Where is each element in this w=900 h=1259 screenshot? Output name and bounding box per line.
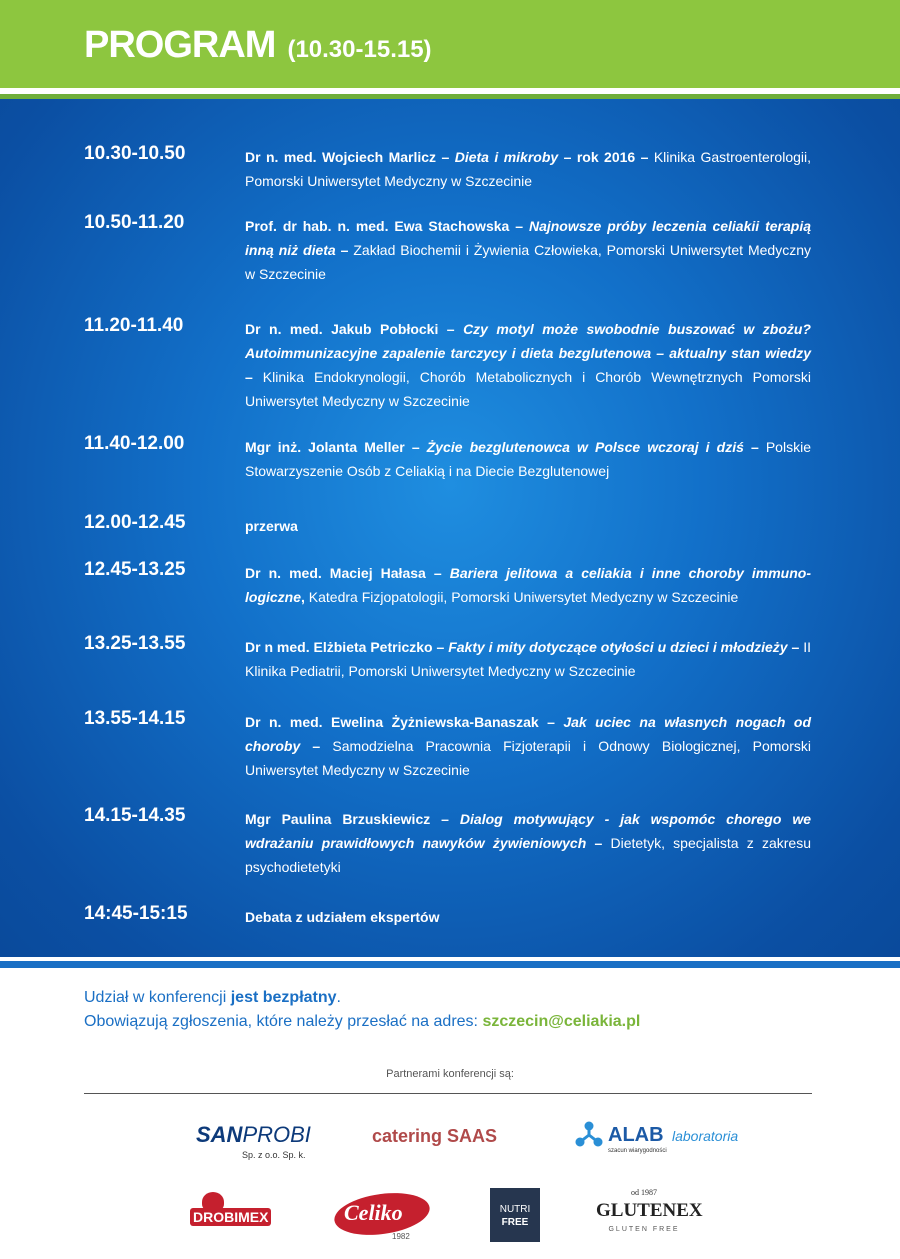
separator: – bbox=[586, 835, 611, 851]
speaker-name: Dr n. med. Maciej Hałasa bbox=[245, 565, 426, 581]
nutrifree-a: NUTRI bbox=[499, 1204, 531, 1215]
drobimex-logo bbox=[190, 1192, 290, 1240]
glutenex-sub: GLUTEN FREE bbox=[608, 1226, 680, 1233]
program-description bbox=[245, 710, 811, 782]
program-time: 13.55-14.15 bbox=[84, 708, 186, 729]
partners-divider bbox=[84, 1093, 812, 1094]
speaker-name: Dr n med. Elżbieta Petriczko bbox=[245, 639, 433, 655]
program-time: 14.15-14.35 bbox=[84, 805, 186, 826]
sanprobi-a: SAN bbox=[196, 1122, 243, 1147]
separator: – bbox=[300, 738, 333, 754]
registration-info bbox=[84, 986, 640, 1034]
affiliation: Dietetyk, specjalista z zakresu psychodietetyki bbox=[245, 835, 811, 875]
talk-title: Fakty i mity dotyczące otyłości u dzieci i młodzieży bbox=[448, 639, 788, 655]
program-time: 11.40-12.00 bbox=[84, 433, 185, 454]
program-description bbox=[245, 145, 811, 193]
partners-label: Partnerami konferencji są: bbox=[386, 1068, 514, 1080]
program-description bbox=[245, 905, 811, 929]
program-time: 11.20-11.40 bbox=[84, 315, 184, 336]
speaker-name: przerwa bbox=[245, 518, 298, 534]
separator: – bbox=[538, 714, 564, 730]
separator: , bbox=[301, 589, 309, 605]
separator: – bbox=[432, 639, 449, 655]
alab-sub: laboratoria bbox=[672, 1128, 739, 1144]
speaker-name: Debata z udziałem ekspertów bbox=[245, 909, 440, 925]
talk-title: Dialog motywujący - jak wspomóc chorego we wdrażaniu prawidłowych nawyków żywieniowych bbox=[245, 811, 811, 851]
program-time: 12.45-13.25 bbox=[84, 559, 186, 580]
alab-name: ALAB bbox=[608, 1124, 664, 1146]
separator: – bbox=[245, 369, 263, 385]
affiliation: Klinika Endokrynologii, Chorób Metabolicznych i Chorób Wewnętrznych Pomorski Uniwersytet Medyczny w Szczecinie bbox=[245, 369, 811, 409]
title-time-range: (10.30-15.15) bbox=[287, 36, 432, 63]
sanprobi-b: PROBI bbox=[242, 1122, 311, 1147]
program-time: 14:45-15:15 bbox=[84, 903, 188, 924]
separator: – bbox=[404, 439, 427, 455]
affiliation: Polskie Stowarzyszenie Osób z Celiakią i na Diecie Bezglutenowej bbox=[245, 439, 811, 479]
speaker-name: Mgr inż. Jolanta Meller bbox=[245, 439, 405, 455]
separator: – bbox=[430, 811, 460, 827]
affiliation: Klinika Gastroenterologii, Pomorski Uniwersytet Medyczny w Szczecinie bbox=[245, 149, 812, 189]
separator: – bbox=[335, 242, 354, 258]
alab-tag: szacun wiarygodności bbox=[608, 1148, 667, 1154]
separator: – bbox=[743, 439, 766, 455]
sanprobi-sub: Sp. z o.o. Sp. k. bbox=[242, 1150, 306, 1160]
affiliation: II Klinika Pediatrii, Pomorski Uniwersytet Medyczny w Szczecinie bbox=[245, 639, 811, 679]
program-description bbox=[245, 514, 811, 538]
alab-logo bbox=[574, 1118, 744, 1158]
celiko-year: 1982 bbox=[392, 1232, 410, 1241]
alab-icon bbox=[574, 1120, 604, 1150]
speaker-name: Prof. dr hab. n. med. Ewa Stachowska bbox=[245, 218, 510, 234]
program-description bbox=[245, 317, 811, 413]
talk-title: Jak uciec na własnych nogach od choroby bbox=[245, 714, 811, 754]
speaker-name: Dr n. med. Ewelina Żyżniewska-Banaszak bbox=[245, 714, 539, 730]
talk-title: Życie bezglutenowca w Polsce wczoraj i dziś bbox=[426, 439, 744, 455]
program-description bbox=[245, 561, 811, 609]
email-link[interactable]: szczecin@celiakia.pl bbox=[482, 1013, 641, 1030]
program-description bbox=[245, 435, 811, 483]
separator: – bbox=[425, 565, 450, 581]
program-description bbox=[245, 807, 811, 879]
separator: – bbox=[438, 321, 464, 337]
glutenex-logo bbox=[596, 1188, 703, 1244]
glutenex-name: GLUTENEX bbox=[596, 1200, 703, 1221]
program-description bbox=[245, 635, 811, 683]
info-free: jest bezpłatny bbox=[230, 989, 337, 1006]
separator: – bbox=[436, 149, 455, 165]
affiliation: Samodzielna Pracownia Fizjoterapii i Odnowy Biologicznej, Pomorski Uniwersytet Medyczny w Szczecinie bbox=[245, 738, 811, 778]
info-line2-text: Obowiązują zgłoszenia, które należy przesłać na adres: bbox=[84, 1013, 483, 1030]
catering-saas-logo: catering SAAS bbox=[372, 1126, 498, 1146]
info-suffix: . bbox=[336, 989, 341, 1006]
talk-title: Bariera jelitowa a celiakia i inne choroby immuno-logiczne bbox=[245, 565, 812, 605]
separator: – bbox=[509, 218, 529, 234]
nutrifree-logo bbox=[490, 1188, 540, 1242]
nutrifree-b: FREE bbox=[501, 1217, 529, 1228]
info-prefix: Udział w konferencji bbox=[84, 989, 231, 1006]
info-line-2 bbox=[84, 1010, 640, 1034]
talk-title: Najnowsze próby leczenia celiakii terapią inną niż dieta bbox=[245, 218, 811, 258]
program-time: 12.00-12.45 bbox=[84, 512, 186, 533]
speaker-name: Dr n. med. Wojciech Marlicz bbox=[245, 149, 437, 165]
affiliation: Zakład Biochemii i Żywienia Człowieka, Pomorski Uniwersytet Medyczny w Szczecinie bbox=[245, 242, 811, 282]
drobimex-name: DROBIMEX bbox=[190, 1208, 271, 1226]
program-time: 10.30-10.50 bbox=[84, 143, 186, 164]
speaker-name: Dr n. med. Jakub Pobłocki bbox=[245, 321, 439, 337]
talk-title: Czy motyl może swobodnie buszować w zbożu? Autoimmunizacyjne zapalenie tarczycy i dieta bezglutenowa – aktualny stan wiedzy bbox=[245, 321, 811, 361]
divider-blue bbox=[0, 961, 900, 968]
page-title bbox=[84, 24, 432, 67]
program-description bbox=[245, 214, 811, 286]
affiliation: Katedra Fizjopatologii, Pomorski Uniwersytet Medyczny w Szczecinie bbox=[308, 589, 739, 605]
title-text: PROGRAM bbox=[84, 24, 276, 66]
glutenex-top: od 1987 bbox=[631, 1188, 657, 1197]
info-line-1 bbox=[84, 986, 640, 1010]
program-time: 13.25-13.55 bbox=[84, 633, 186, 654]
celiko-logo bbox=[334, 1186, 430, 1244]
separator: – bbox=[787, 639, 804, 655]
celiko-name: Celiko bbox=[344, 1200, 403, 1225]
sanprobi-logo bbox=[196, 1122, 316, 1162]
speaker-name: Mgr Paulina Brzuskiewicz bbox=[245, 811, 431, 827]
talk-title: Dieta i mikroby bbox=[454, 149, 559, 165]
program-time: 10.50-11.20 bbox=[84, 212, 185, 233]
separator: – rok 2016 – bbox=[558, 149, 654, 165]
